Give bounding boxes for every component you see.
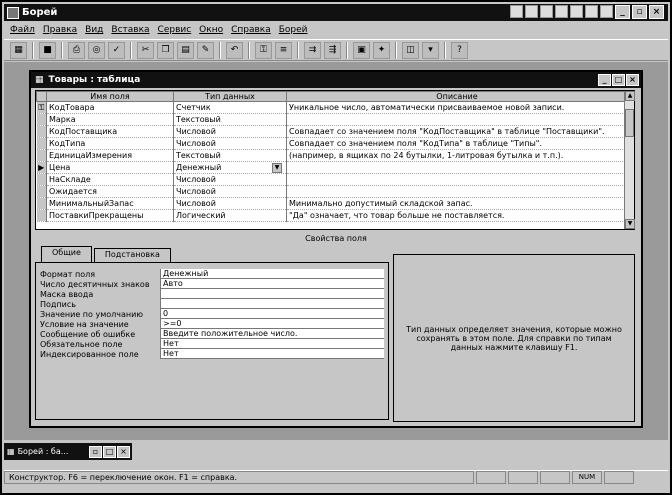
column-header-description: Описание xyxy=(287,92,628,102)
field-name[interactable]: КодТовара xyxy=(47,102,174,114)
row-selector[interactable] xyxy=(37,174,47,186)
table-icon: ▦ xyxy=(35,75,44,85)
new-object-icon[interactable]: ▾ xyxy=(422,42,439,59)
field-description[interactable]: "Да" означает, что товар больше не поставляется. xyxy=(287,210,628,222)
toolbar-separator xyxy=(248,42,250,59)
property-row xyxy=(40,349,384,359)
status-num: NUM xyxy=(572,471,602,484)
copy-icon[interactable]: ❐ xyxy=(157,42,174,59)
table-design-window xyxy=(29,70,643,428)
property-row xyxy=(40,289,384,299)
help-icon[interactable]: ? xyxy=(451,42,468,59)
format-painter-icon[interactable]: ✎ xyxy=(197,42,214,59)
field-description[interactable]: (например, в ящиках по 24 бутылки, 1-литровая бутылка и т.п.). xyxy=(287,150,628,162)
property-value-field[interactable] xyxy=(160,299,384,309)
toolbar-separator xyxy=(297,42,299,59)
view-icon[interactable]: ▦ xyxy=(10,42,27,59)
help-text: Тип данных определяет значения, которые можно сохранять в этом поле. Для справки по типам данных нажмите клавишу F1. xyxy=(406,324,622,352)
toolbar xyxy=(4,39,668,61)
property-value-field[interactable]: 0 xyxy=(160,309,384,319)
toolbar-separator xyxy=(61,42,63,59)
status-cell xyxy=(604,471,634,484)
row-selector[interactable] xyxy=(37,126,47,138)
status-cell xyxy=(508,471,538,484)
property-label: Условие на значение xyxy=(40,319,129,329)
field-name[interactable]: КодТипа xyxy=(47,138,174,150)
close-icon[interactable]: × xyxy=(117,446,130,458)
table-row[interactable] xyxy=(37,186,628,198)
toolbar-separator xyxy=(444,42,446,59)
status-cell xyxy=(540,471,570,484)
word-icon[interactable] xyxy=(540,5,553,18)
minimized-window-button[interactable] xyxy=(4,443,132,460)
preview-icon[interactable]: ◎ xyxy=(88,42,105,59)
app-titlebar xyxy=(4,4,668,21)
tray-icon[interactable] xyxy=(600,5,613,18)
field-type[interactable]: Логический xyxy=(174,210,287,222)
field-name[interactable]: МинимальныйЗапас xyxy=(47,198,174,210)
property-label: Значение по умолчанию xyxy=(40,309,144,319)
table-row[interactable] xyxy=(37,114,628,126)
title-right-icons xyxy=(510,5,664,19)
menu-window[interactable]: Окно xyxy=(199,25,224,35)
menu-tools[interactable]: Сервис xyxy=(157,25,192,35)
powerpoint-icon[interactable] xyxy=(570,5,583,18)
insert-rows-icon[interactable]: ⇉ xyxy=(304,42,321,59)
table-row[interactable] xyxy=(37,150,628,162)
tab-lookup[interactable]: Подстановка xyxy=(94,248,171,262)
toolbar-separator xyxy=(395,42,397,59)
table-window-title: Товары : таблица xyxy=(48,75,141,85)
toolbar-separator xyxy=(346,42,348,59)
close-icon[interactable]: × xyxy=(649,5,664,19)
table-row[interactable] xyxy=(37,138,628,150)
field-description[interactable] xyxy=(287,186,628,198)
field-description[interactable]: Совпадает со значением поля "КодПоставщика" в таблице "Поставщики". xyxy=(287,126,628,138)
field-type[interactable]: Текстовый xyxy=(174,150,287,162)
indexes-icon[interactable]: ≡ xyxy=(275,42,292,59)
access-app-icon xyxy=(7,7,19,19)
minimized-window-controls xyxy=(89,446,130,458)
field-grid xyxy=(35,90,635,230)
menu-borey[interactable]: Борей xyxy=(278,25,308,35)
row-selector[interactable] xyxy=(37,210,47,222)
mdi-workspace xyxy=(4,62,668,440)
status-cell xyxy=(476,471,506,484)
property-label: Подпись xyxy=(40,299,76,309)
menubar xyxy=(4,22,668,38)
primary-key-icon[interactable]: ⚿ xyxy=(255,42,272,59)
maximize-icon[interactable]: □ xyxy=(103,446,116,458)
table-row[interactable] xyxy=(37,126,628,138)
field-properties-panel xyxy=(35,246,389,422)
field-description[interactable]: Минимально допустимый складской запас. xyxy=(287,198,628,210)
menu-view[interactable]: Вид xyxy=(85,25,104,35)
menu-file[interactable]: Файл xyxy=(10,25,35,35)
field-name[interactable]: ПоставкиПрекращены xyxy=(47,210,174,222)
property-value-field[interactable] xyxy=(160,289,384,299)
field-type[interactable]: Числовой xyxy=(174,126,287,138)
property-value-field[interactable]: >=0 xyxy=(160,319,384,329)
current-row-arrow-icon[interactable]: ▶ xyxy=(37,162,47,174)
property-value-field[interactable]: Денежный xyxy=(160,269,384,279)
menu-help[interactable]: Справка xyxy=(231,25,271,35)
database-window-icon[interactable]: ◫ xyxy=(402,42,419,59)
field-name[interactable]: Марка xyxy=(47,114,174,126)
scroll-down-icon[interactable]: ▼ xyxy=(625,219,635,229)
property-row xyxy=(40,329,384,339)
database-icon: ▦ xyxy=(7,447,15,456)
help-panel xyxy=(393,254,635,422)
status-bar xyxy=(4,470,668,484)
field-name[interactable]: КодПоставщика xyxy=(47,126,174,138)
property-label: Формат поля xyxy=(40,269,96,279)
properties-tabs xyxy=(35,246,389,262)
save-icon[interactable]: ■ xyxy=(39,42,56,59)
column-header-type: Тип данных xyxy=(174,92,287,102)
property-label: Обязательное поле xyxy=(40,339,123,349)
property-row xyxy=(40,299,384,309)
access-icon[interactable] xyxy=(585,5,598,18)
property-row xyxy=(40,309,384,319)
field-description[interactable]: Совпадает со значением поля "КодТипа" в таблице "Типы". xyxy=(287,138,628,150)
maximize-icon[interactable]: □ xyxy=(612,74,625,86)
close-icon[interactable]: × xyxy=(626,74,639,86)
table-row[interactable] xyxy=(37,198,628,210)
minimize-icon[interactable]: _ xyxy=(598,74,611,86)
field-type[interactable]: Текстовый xyxy=(174,114,287,126)
field-type[interactable]: Счетчик xyxy=(174,102,287,114)
field-description[interactable] xyxy=(287,174,628,186)
row-selector[interactable] xyxy=(37,186,47,198)
property-value-field[interactable]: Нет xyxy=(160,349,384,359)
property-row xyxy=(40,319,384,329)
row-selector[interactable] xyxy=(37,150,47,162)
field-type[interactable]: Числовой xyxy=(174,198,287,210)
table-window-titlebar xyxy=(31,72,641,88)
tray-icon[interactable] xyxy=(525,5,538,18)
scroll-thumb[interactable] xyxy=(625,109,634,137)
undo-icon[interactable]: ↶ xyxy=(226,42,243,59)
field-type[interactable]: Числовой xyxy=(174,174,287,186)
tray-icon[interactable] xyxy=(510,5,523,18)
table-row[interactable] xyxy=(37,102,628,114)
selector-header xyxy=(37,92,47,102)
field-name[interactable]: Цена xyxy=(47,162,174,174)
status-text: Конструктор. F6 = переключение окон. F1 = справка. xyxy=(4,471,474,484)
scroll-up-icon[interactable]: ▲ xyxy=(625,91,635,101)
property-value-field[interactable]: Авто xyxy=(160,279,384,289)
paste-icon[interactable]: ▤ xyxy=(177,42,194,59)
field-type-cell[interactable] xyxy=(174,162,287,174)
property-label: Индексированное поле xyxy=(40,349,139,359)
property-value-field[interactable]: Нет xyxy=(160,339,384,349)
property-value-field[interactable]: Введите положительное число. xyxy=(160,329,384,339)
properties-list xyxy=(35,262,389,420)
dropdown-arrow-icon[interactable]: ▼ xyxy=(272,163,282,173)
properties-icon[interactable]: ▣ xyxy=(353,42,370,59)
property-label: Число десятичных знаков xyxy=(40,279,150,289)
property-label: Сообщение об ошибке xyxy=(40,329,136,339)
property-label: Маска ввода xyxy=(40,289,94,299)
table-row[interactable] xyxy=(37,210,628,222)
restore-icon[interactable]: ▫ xyxy=(89,446,102,458)
property-row xyxy=(40,279,384,289)
field-type[interactable]: Числовой xyxy=(174,138,287,150)
row-selector[interactable] xyxy=(37,198,47,210)
property-row xyxy=(40,269,384,279)
key-icon[interactable]: ⚿ xyxy=(37,102,47,114)
field-type[interactable]: Числовой xyxy=(174,186,287,198)
minimize-icon[interactable]: _ xyxy=(615,5,630,19)
property-row xyxy=(40,339,384,349)
row-selector[interactable] xyxy=(37,114,47,126)
menu-edit[interactable]: Правка xyxy=(42,25,78,35)
row-selector[interactable] xyxy=(37,138,47,150)
field-name[interactable]: НаСкладе xyxy=(47,174,174,186)
field-type[interactable]: Денежный xyxy=(176,162,222,172)
cut-icon[interactable]: ✂ xyxy=(137,42,154,59)
excel-icon[interactable] xyxy=(555,5,568,18)
field-description[interactable] xyxy=(287,162,628,174)
grid-scrollbar[interactable] xyxy=(624,91,634,229)
table-row[interactable] xyxy=(37,174,628,186)
menu-insert[interactable]: Вставка xyxy=(111,25,150,35)
field-description[interactable]: Уникальное число, автоматически присваиваемое новой записи. xyxy=(287,102,628,114)
field-name[interactable]: Ожидается xyxy=(47,186,174,198)
spelling-icon[interactable]: ✓ xyxy=(108,42,125,59)
restore-icon[interactable]: ▫ xyxy=(632,5,647,19)
field-description[interactable] xyxy=(287,114,628,126)
field-properties-label: Свойства поля xyxy=(305,234,367,243)
tab-general[interactable]: Общие xyxy=(41,246,92,262)
build-icon[interactable]: ✦ xyxy=(373,42,390,59)
toolbar-separator xyxy=(130,42,132,59)
minimized-window-label: Борей : ба... xyxy=(17,447,69,456)
table-window-buttons xyxy=(598,74,639,86)
app-title: Борей xyxy=(22,7,58,18)
column-header-name: Имя поля xyxy=(47,92,174,102)
table-row-current[interactable] xyxy=(37,162,628,174)
field-table xyxy=(36,91,628,222)
print-icon[interactable]: ⎙ xyxy=(68,42,85,59)
toolbar-separator xyxy=(219,42,221,59)
toolbar-separator xyxy=(32,42,34,59)
field-table-header xyxy=(37,92,628,102)
delete-rows-icon[interactable]: ⇶ xyxy=(324,42,341,59)
field-name[interactable]: ЕдиницаИзмерения xyxy=(47,150,174,162)
